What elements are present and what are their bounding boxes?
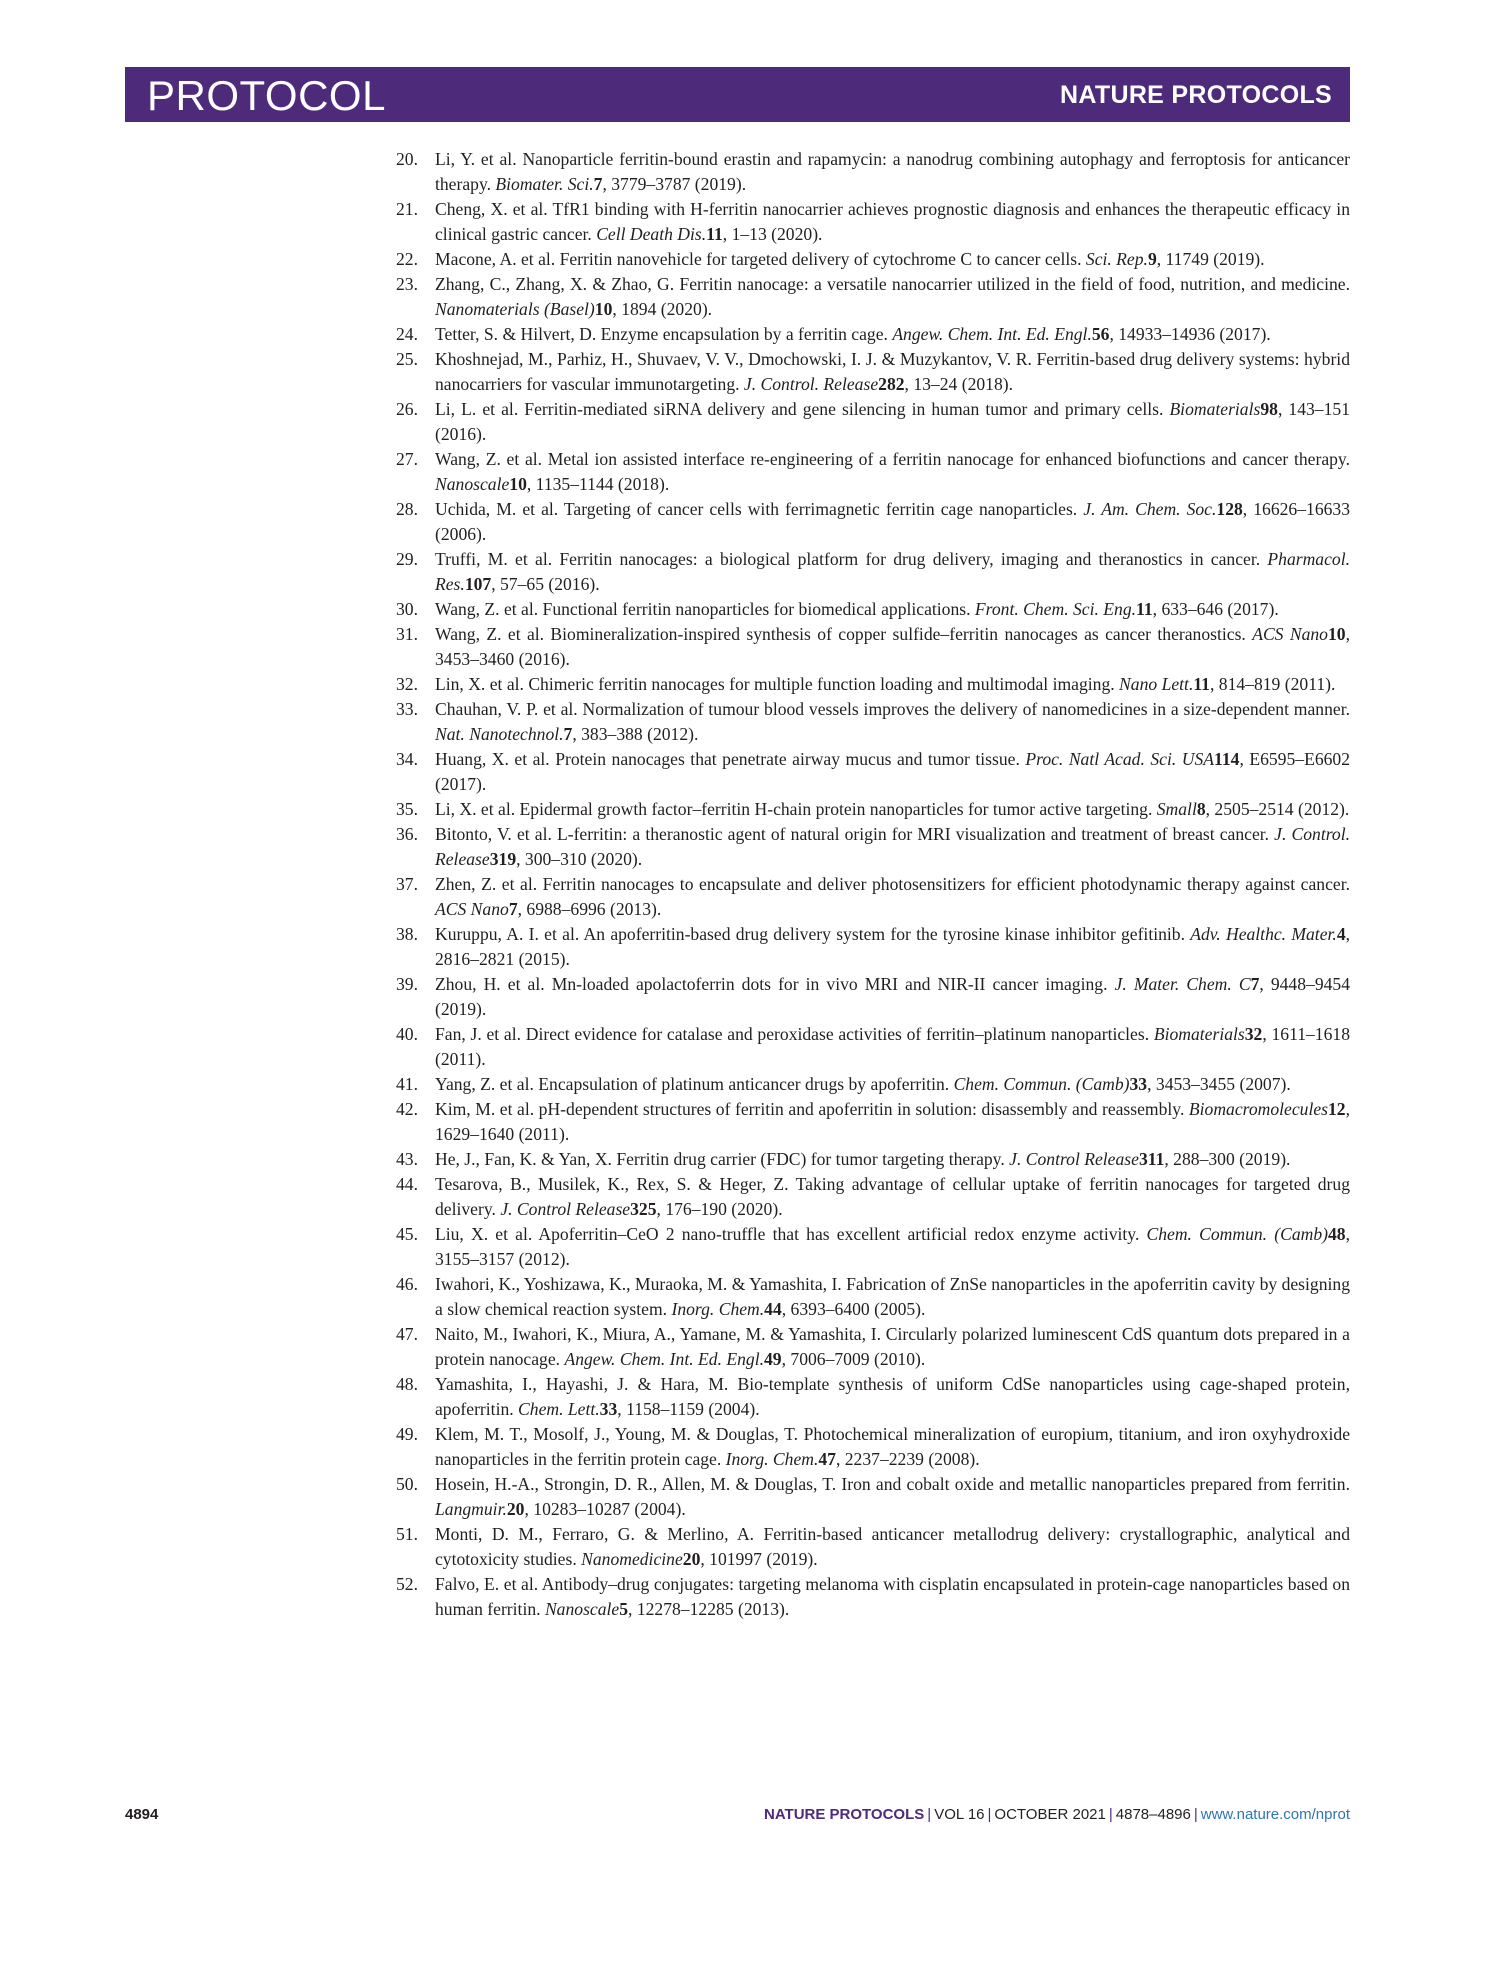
reference-number: 51. — [396, 1524, 418, 1544]
reference-pages-year: , 2816–2821 (2015). — [435, 924, 1351, 969]
footer-separator: | — [1108, 1806, 1113, 1823]
reference-text: Iwahori, K., Yoshizawa, K., Muraoka, M. & Yamashita, I. Fabrication of ZnSe nanoparticles in the apoferritin cavity by designing a slow chemical reaction system. — [435, 1274, 1350, 1319]
reference-text: Monti, D. M., Ferraro, G. & Merlino, A. Ferritin-based anticancer metallodrug delivery: crystallographic, analytical and cytotoxicity studies. — [435, 1524, 1350, 1569]
reference-pages-year: , 2237–2239 (2008). — [835, 1449, 980, 1469]
reference-item — [396, 1472, 1350, 1522]
reference-text: Bitonto, V. et al. L-ferritin: a theranostic agent of natural origin for MRI visualization and treatment of breast cancer. — [435, 824, 1275, 844]
reference-item — [396, 797, 1350, 822]
reference-journal: Angew. Chem. Int. Ed. Engl. — [892, 324, 1092, 344]
reference-text: He, J., Fan, K. & Yan, X. Ferritin drug carrier (FDC) for tumor targeting therapy. — [435, 1149, 1010, 1169]
reference-volume: 8 — [1196, 799, 1206, 819]
reference-number: 24. — [396, 324, 418, 344]
reference-volume: 20 — [682, 1549, 701, 1569]
reference-volume: 7 — [508, 899, 518, 919]
reference-item — [396, 697, 1350, 747]
reference-volume: 49 — [764, 1349, 782, 1369]
reference-text: Falvo, E. et al. Antibody–drug conjugates: targeting melanoma with cisplatin encapsulated in protein-cage nanoparticles based on human ferritin. — [435, 1574, 1350, 1619]
reference-volume: 4 — [1336, 924, 1346, 944]
reference-pages-year: , 3453–3455 (2007). — [1147, 1074, 1291, 1094]
reference-volume: 107 — [464, 574, 492, 594]
reference-number: 21. — [396, 199, 418, 219]
reference-volume: 5 — [619, 1599, 629, 1619]
reference-pages-year: , 3453–3460 (2016). — [435, 624, 1350, 669]
reference-item — [396, 397, 1350, 447]
reference-pages-year: , 1629–1640 (2011). — [435, 1099, 1350, 1144]
reference-volume: 10 — [509, 474, 527, 494]
reference-text: Chauhan, V. P. et al. Normalization of tumour blood vessels improves the delivery of nanomedicines in a size-dependent manner. — [435, 699, 1350, 719]
reference-volume: 128 — [1216, 499, 1243, 519]
reference-number: 22. — [396, 249, 418, 269]
reference-item — [396, 322, 1350, 347]
reference-item — [396, 1147, 1350, 1172]
reference-pages-year: , 12278–12285 (2013). — [628, 1599, 790, 1619]
reference-text: Yang, Z. et al. Encapsulation of platinum anticancer drugs by apoferritin. — [435, 1074, 954, 1094]
reference-item — [396, 347, 1350, 397]
reference-text: Li, L. et al. Ferritin-mediated siRNA delivery and gene silencing in human tumor and primary cells. — [435, 399, 1170, 419]
reference-journal: Nanoscale — [544, 1599, 620, 1619]
reference-text: Zhen, Z. et al. Ferritin nanocages to encapsulate and deliver photosensitizers for efficient photodynamic therapy against cancer. — [435, 874, 1350, 894]
reference-text: Klem, M. T., Mosolf, J., Young, M. & Douglas, T. Photochemical mineralization of europium, titanium, and iron oxyhydroxide nanoparticles in the ferritin protein cage. — [435, 1424, 1350, 1469]
reference-pages-year: , 16626–16633 (2006). — [435, 499, 1351, 544]
reference-number: 47. — [396, 1324, 418, 1344]
reference-number: 38. — [396, 924, 418, 944]
page-number: 4894 — [125, 1806, 159, 1823]
reference-volume: 10 — [1327, 624, 1346, 644]
reference-volume: 10 — [594, 299, 613, 319]
reference-number: 32. — [396, 674, 418, 694]
reference-journal: Cell Death Dis. — [596, 224, 707, 244]
reference-journal: ACS Nano — [435, 899, 509, 919]
reference-journal: J. Am. Chem. Soc. — [1083, 499, 1217, 519]
reference-journal: Inorg. Chem. — [725, 1449, 819, 1469]
reference-number: 45. — [396, 1224, 418, 1244]
reference-journal: Biomacromolecules — [1188, 1099, 1328, 1119]
reference-journal: Sci. Rep. — [1085, 249, 1148, 269]
reference-number: 49. — [396, 1424, 418, 1444]
reference-item — [396, 622, 1350, 672]
reference-volume: 11 — [1136, 599, 1153, 619]
reference-text: Kim, M. et al. pH-dependent structures of ferritin and apoferritin in solution: disassembly and reassembly. — [435, 1099, 1189, 1119]
reference-journal: J. Control Release — [1009, 1149, 1139, 1169]
reference-number: 46. — [396, 1274, 418, 1294]
reference-number: 43. — [396, 1149, 418, 1169]
reference-journal: ACS Nano — [1252, 624, 1328, 644]
footer-pages: 4878–4896 — [1115, 1806, 1191, 1823]
reference-number: 36. — [396, 824, 418, 844]
reference-volume: 7 — [1250, 974, 1260, 994]
reference-journal: Nanomedicine — [581, 1549, 683, 1569]
reference-text: Wang, Z. et al. Functional ferritin nanoparticles for biomedical applications. — [435, 599, 975, 619]
reference-item — [396, 1522, 1350, 1572]
reference-text: Kuruppu, A. I. et al. An apoferritin-based drug delivery system for the tyrosine kinase inhibitor gefitinib. — [435, 924, 1191, 944]
reference-text: Fan, J. et al. Direct evidence for catalase and peroxidase activities of ferritin–platinum nanoparticles. — [435, 1024, 1154, 1044]
reference-item — [396, 822, 1350, 872]
reference-item — [396, 1172, 1350, 1222]
reference-pages-year: , 288–300 (2019). — [1164, 1149, 1291, 1169]
reference-number: 20. — [396, 149, 418, 169]
reference-journal: Nat. Nanotechnol. — [435, 724, 564, 744]
reference-number: 28. — [396, 499, 418, 519]
reference-item — [396, 1372, 1350, 1422]
reference-volume: 33 — [599, 1399, 618, 1419]
reference-item — [396, 272, 1350, 322]
reference-pages-year: , 176–190 (2020). — [656, 1199, 783, 1219]
reference-text: Khoshnejad, M., Parhiz, H., Shuvaev, V. V., Dmochowski, I. J. & Muzykantov, V. R. Ferritin-based drug delivery systems: hybrid nanocarriers for vascular immunotargeting. — [435, 349, 1350, 394]
reference-pages-year: , 300–310 (2020). — [516, 849, 643, 869]
reference-pages-year: , 13–24 (2018). — [904, 374, 1014, 394]
reference-number: 52. — [396, 1574, 418, 1594]
reference-pages-year: , E6595–E6602 (2017). — [435, 749, 1351, 794]
reference-journal: J. Control. Release — [435, 824, 1350, 869]
reference-pages-year: , 6393–6400 (2005). — [781, 1299, 926, 1319]
reference-journal: J. Control Release — [500, 1199, 631, 1219]
reference-number: 30. — [396, 599, 418, 619]
reference-pages-year: , 3155–3157 (2012). — [435, 1224, 1350, 1269]
reference-number: 34. — [396, 749, 418, 769]
reference-number: 41. — [396, 1074, 418, 1094]
reference-number: 39. — [396, 974, 418, 994]
reference-volume: 9 — [1147, 249, 1157, 269]
reference-item — [396, 247, 1350, 272]
reference-volume: 7 — [593, 174, 603, 194]
reference-number: 26. — [396, 399, 418, 419]
reference-journal: Angew. Chem. Int. Ed. Engl. — [564, 1349, 764, 1369]
reference-journal: Pharmacol. Res. — [435, 549, 1350, 594]
reference-journal: Biomaterials — [1169, 399, 1261, 419]
reference-text: Zhang, C., Zhang, X. & Zhao, G. Ferritin nanocage: a versatile nanocarrier utilized in the field of food, nutrition, and medicine. — [435, 274, 1350, 294]
reference-volume: 56 — [1091, 324, 1110, 344]
reference-pages-year: , 1135–1144 (2018). — [526, 474, 670, 494]
reference-pages-year: , 9448–9454 (2019). — [435, 974, 1351, 1019]
reference-pages-year: , 10283–10287 (2004). — [524, 1499, 686, 1519]
journal-name: NATURE PROTOCOLS — [1060, 81, 1332, 109]
reference-pages-year: , 1894 (2020). — [612, 299, 713, 319]
reference-pages-year: , 633–646 (2017). — [1152, 599, 1279, 619]
reference-text: Tetter, S. & Hilvert, D. Enzyme encapsulation by a ferritin cage. — [435, 324, 893, 344]
reference-pages-year: , 6988–6996 (2013). — [517, 899, 662, 919]
header-banner — [125, 67, 1350, 122]
reference-item — [396, 497, 1350, 547]
reference-journal: Inorg. Chem. — [671, 1299, 765, 1319]
reference-item — [396, 872, 1350, 922]
reference-volume: 33 — [1129, 1074, 1148, 1094]
reference-volume: 319 — [489, 849, 517, 869]
page-footer — [125, 1806, 1350, 1830]
reference-journal: J. Control. Release — [743, 374, 879, 394]
reference-pages-year: , 7006–7009 (2010). — [781, 1349, 926, 1369]
reference-volume: 32 — [1244, 1024, 1263, 1044]
footer-volume: VOL 16 — [934, 1806, 985, 1823]
reference-volume: 44 — [764, 1299, 782, 1319]
reference-number: 40. — [396, 1024, 418, 1044]
reference-text: Truffi, M. et al. Ferritin nanocages: a biological platform for drug delivery, imaging and theranostics in cancer. — [435, 549, 1268, 569]
reference-number: 25. — [396, 349, 418, 369]
reference-item — [396, 1097, 1350, 1147]
reference-volume: 20 — [506, 1499, 525, 1519]
reference-journal: Biomater. Sci. — [495, 174, 594, 194]
reference-journal: Adv. Healthc. Mater. — [1190, 924, 1337, 944]
reference-volume: 47 — [818, 1449, 836, 1469]
reference-item — [396, 597, 1350, 622]
reference-pages-year: , 11749 (2019). — [1156, 249, 1265, 269]
reference-journal: Chem. Commun. (Camb) — [953, 1074, 1130, 1094]
reference-volume: 48 — [1328, 1224, 1346, 1244]
reference-pages-year: , 3779–3787 (2019). — [602, 174, 747, 194]
reference-item — [396, 747, 1350, 797]
reference-text: Li, X. et al. Epidermal growth factor–ferritin H-chain protein nanoparticles for tumor active targeting. — [435, 799, 1157, 819]
reference-journal: Biomaterials — [1153, 1024, 1245, 1044]
reference-pages-year: , 2505–2514 (2012). — [1205, 799, 1350, 819]
reference-item — [396, 1322, 1350, 1372]
footer-separator: | — [1193, 1806, 1198, 1823]
reference-number: 31. — [396, 624, 418, 644]
reference-text: Wang, Z. et al. Metal ion assisted interface re-engineering of a ferritin nanocage for enhanced biofunctions and cancer therapy. — [435, 449, 1350, 469]
reference-text: Naito, M., Iwahori, K., Miura, A., Yamane, M. & Yamashita, I. Circularly polarized luminescent CdS quantum dots prepared in a protein nanocage. — [435, 1324, 1350, 1369]
footer-citation — [764, 1806, 1350, 1823]
reference-volume: 11 — [1193, 674, 1210, 694]
reference-pages-year: , 101997 (2019). — [700, 1549, 818, 1569]
reference-number: 50. — [396, 1474, 418, 1494]
footer-journal: NATURE PROTOCOLS — [763, 1806, 925, 1823]
reference-text: Zhou, H. et al. Mn-loaded apolactoferrin dots for in vivo MRI and NIR-II cancer imaging. — [435, 974, 1115, 994]
reference-list — [396, 147, 1350, 1622]
reference-text: Yamashita, I., Hayashi, J. & Hara, M. Bio-template synthesis of uniform CdSe nanoparticles using cage-shaped protein, apoferritin. — [435, 1374, 1350, 1419]
reference-number: 42. — [396, 1099, 418, 1119]
section-label: PROTOCOL — [147, 72, 386, 119]
reference-number: 29. — [396, 549, 418, 569]
reference-number: 27. — [396, 449, 418, 469]
reference-volume: 12 — [1328, 1099, 1346, 1119]
reference-journal: J. Mater. Chem. C — [1114, 974, 1251, 994]
reference-pages-year: , 1611–1618 (2011). — [435, 1024, 1350, 1069]
reference-item — [396, 1422, 1350, 1472]
reference-journal: Nano Lett. — [1119, 674, 1194, 694]
reference-journal: Nanoscale — [435, 474, 510, 494]
reference-journal: Chem. Lett. — [518, 1399, 600, 1419]
reference-number: 48. — [396, 1374, 418, 1394]
reference-journal: Chem. Commun. (Camb) — [1146, 1224, 1328, 1244]
reference-number: 23. — [396, 274, 418, 294]
reference-item — [396, 147, 1350, 197]
reference-text: Tesarova, B., Musilek, K., Rex, S. & Heger, Z. Taking advantage of cellular uptake of ferritin nanocages for targeted drug delivery. — [435, 1174, 1350, 1219]
reference-volume: 282 — [878, 374, 905, 394]
reference-number: 35. — [396, 799, 418, 819]
reference-volume: 325 — [630, 1199, 657, 1219]
reference-pages-year: , 383–388 (2012). — [572, 724, 699, 744]
reference-text: Cheng, X. et al. TfR1 binding with H-ferritin nanocarrier achieves prognostic diagnosis and enhances the therapeutic efficacy in clinical gastric cancer. — [435, 199, 1350, 244]
reference-pages-year: , 1–13 (2020). — [722, 224, 823, 244]
reference-pages-year: , 14933–14936 (2017). — [1109, 324, 1271, 344]
reference-item — [396, 1022, 1350, 1072]
reference-volume: 311 — [1138, 1149, 1165, 1169]
reference-number: 44. — [396, 1174, 418, 1194]
reference-pages-year: , 814–819 (2011). — [1209, 674, 1336, 694]
reference-volume: 11 — [706, 224, 723, 244]
reference-number: 37. — [396, 874, 418, 894]
reference-item — [396, 1572, 1350, 1622]
reference-item — [396, 197, 1350, 247]
reference-text: Liu, X. et al. Apoferritin–CeO 2 nano-truffle that has excellent artificial redox enzyme activity. — [435, 1224, 1147, 1244]
reference-volume: 114 — [1214, 749, 1240, 769]
footer-separator: | — [927, 1806, 932, 1823]
reference-volume: 98 — [1260, 399, 1278, 419]
reference-text: Wang, Z. et al. Biomineralization-inspired synthesis of copper sulfide–ferritin nanocages as cancer theranostics. — [435, 624, 1253, 644]
reference-journal: Front. Chem. Sci. Eng. — [974, 599, 1137, 619]
reference-text: Macone, A. et al. Ferritin nanovehicle for targeted delivery of cytochrome C to cancer cells. — [435, 249, 1086, 269]
reference-text: Li, Y. et al. Nanoparticle ferritin-bound erastin and rapamycin: a nanodrug combining autophagy and ferroptosis for anticancer therapy. — [435, 149, 1350, 194]
footer-date: OCTOBER 2021 — [994, 1806, 1106, 1823]
reference-journal: Langmuir. — [435, 1499, 507, 1519]
reference-text: Lin, X. et al. Chimeric ferritin nanocages for multiple function loading and multimodal imaging. — [435, 674, 1120, 694]
reference-item — [396, 922, 1350, 972]
reference-journal: Nanomaterials (Basel) — [435, 299, 595, 319]
reference-pages-year: , 1158–1159 (2004). — [617, 1399, 760, 1419]
reference-journal: Small — [1156, 799, 1197, 819]
reference-item — [396, 547, 1350, 597]
reference-item — [396, 447, 1350, 497]
reference-volume: 7 — [563, 724, 573, 744]
reference-text: Uchida, M. et al. Targeting of cancer cells with ferrimagnetic ferritin cage nanoparticles. — [435, 499, 1084, 519]
reference-journal: Proc. Natl Acad. Sci. USA — [1025, 749, 1215, 769]
footer-url-link[interactable]: www.nature.com/nprot — [1200, 1806, 1350, 1823]
reference-text: Huang, X. et al. Protein nanocages that penetrate airway mucus and tumor tissue. — [435, 749, 1026, 769]
footer-separator: | — [987, 1806, 992, 1823]
reference-item — [396, 1272, 1350, 1322]
reference-text: Hosein, H.-A., Strongin, D. R., Allen, M. & Douglas, T. Iron and cobalt oxide and metallic nanoparticles prepared from ferritin. — [435, 1474, 1350, 1494]
reference-pages-year: , 143–151 (2016). — [435, 399, 1350, 444]
reference-pages-year: , 57–65 (2016). — [491, 574, 600, 594]
reference-item — [396, 1222, 1350, 1272]
reference-item — [396, 672, 1350, 697]
reference-number: 33. — [396, 699, 418, 719]
reference-item — [396, 1072, 1350, 1097]
reference-item — [396, 972, 1350, 1022]
